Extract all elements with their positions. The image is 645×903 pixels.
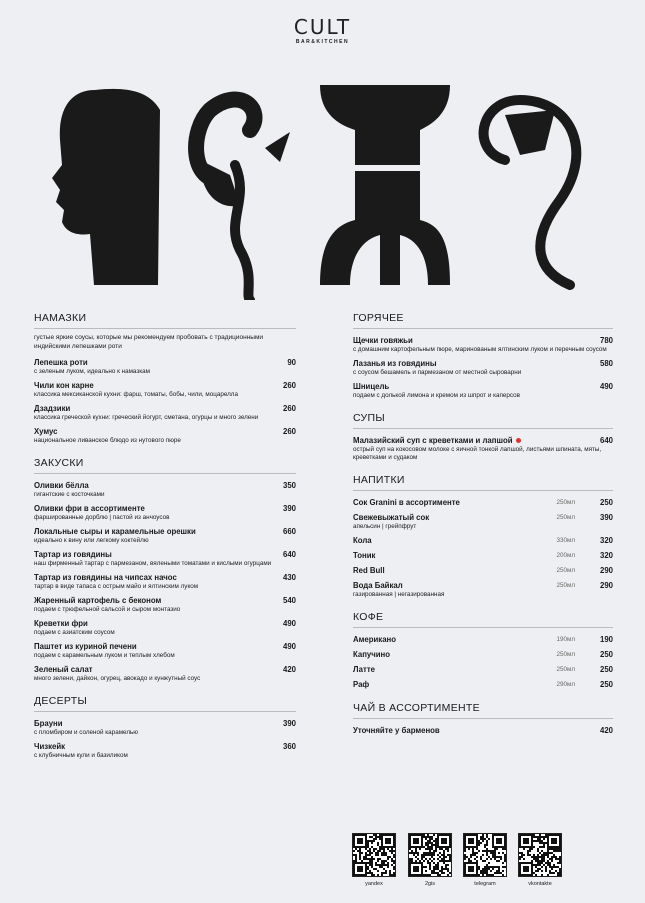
qr-item[interactable] bbox=[407, 833, 453, 887]
menu-item bbox=[353, 335, 613, 354]
item-name: Локальные сыры и карамельные орешки bbox=[34, 527, 196, 536]
menu-item bbox=[353, 725, 613, 736]
item-name: Зеленый салат bbox=[34, 665, 93, 674]
item-description: классика мексиканской кухни: фарш, томаты, бобы, чили, моцарелла bbox=[34, 391, 238, 398]
menu-item bbox=[353, 435, 613, 462]
item-name: Оливки фри в ассортименте bbox=[34, 504, 145, 513]
item-price: 250 bbox=[599, 650, 613, 659]
column-figure bbox=[320, 85, 450, 285]
item-description: гигантские с косточками bbox=[34, 491, 105, 498]
menu-item bbox=[353, 497, 613, 508]
item-price: 250 bbox=[599, 680, 613, 689]
logo bbox=[0, 16, 645, 46]
item-price: 640 bbox=[599, 436, 613, 445]
menu-item-row bbox=[34, 526, 296, 537]
menu-item bbox=[353, 580, 613, 599]
item-description: подаем с долькой лимона и кремом из шпрот и каперсов bbox=[353, 392, 520, 399]
item-volume: 250мл bbox=[556, 582, 575, 589]
item-volume: 330мл bbox=[556, 537, 575, 544]
item-price: 540 bbox=[282, 596, 296, 605]
item-name: Свежевыжатый сок bbox=[353, 513, 430, 522]
section-description: густые яркие соусы, которые мы рекомендуем пробовать с традиционными индийскими лепешками роти bbox=[34, 334, 264, 350]
menu-item bbox=[34, 572, 296, 591]
menu-item bbox=[353, 535, 613, 546]
menu-item bbox=[353, 649, 613, 660]
dragon-head bbox=[505, 110, 555, 155]
item-name: Шницель bbox=[353, 382, 390, 391]
item-description: с клубничным кули и базиликом bbox=[34, 752, 128, 759]
qr-code-icon[interactable] bbox=[463, 833, 507, 877]
menu-item bbox=[34, 357, 296, 376]
menu-item-row bbox=[34, 595, 296, 606]
item-price: 290 bbox=[599, 566, 613, 575]
qr-code-icon[interactable] bbox=[352, 833, 396, 877]
qr-label: telegram bbox=[474, 881, 496, 887]
item-description: фаршированные дорблю | пастой из анчоусов bbox=[34, 514, 170, 521]
item-description: наш фирменный тартар с пармезаном, вялеными томатами и кислыми огурцами bbox=[34, 560, 272, 567]
menu-item-row bbox=[353, 435, 613, 446]
menu-item bbox=[34, 426, 296, 445]
item-description: с пломбиром и соленой карамелью bbox=[34, 729, 138, 736]
item-price: 780 bbox=[599, 336, 613, 345]
item-name: Вода Байкал bbox=[353, 581, 403, 590]
item-name: Дзадзики bbox=[34, 404, 71, 413]
menu-section bbox=[34, 695, 296, 760]
menu-item-row bbox=[34, 403, 296, 414]
menu-item bbox=[353, 664, 613, 675]
menu-item bbox=[34, 503, 296, 522]
item-price: 250 bbox=[599, 498, 613, 507]
menu-item-row bbox=[353, 381, 613, 392]
menu-item bbox=[34, 641, 296, 660]
item-price: 190 bbox=[599, 635, 613, 644]
logo-title: CULT bbox=[293, 15, 352, 39]
item-price: 420 bbox=[282, 665, 296, 674]
menu-item-row bbox=[34, 480, 296, 491]
chili-icon bbox=[516, 438, 521, 443]
menu-item-row bbox=[34, 357, 296, 368]
section-title: ГОРЯЧЕЕ bbox=[353, 312, 613, 329]
item-name: Тартар из говядины bbox=[34, 550, 112, 559]
menu-item-row bbox=[34, 572, 296, 583]
menu-item bbox=[353, 679, 613, 690]
item-description: с домашним картофельным пюре, маринованым ялтинским луком и перечным соусом bbox=[353, 346, 607, 353]
menu-item bbox=[34, 526, 296, 545]
item-name: Капучино bbox=[353, 650, 391, 659]
menu-item bbox=[34, 618, 296, 637]
menu-item bbox=[34, 380, 296, 399]
menu-section bbox=[353, 611, 613, 690]
menu-item bbox=[353, 634, 613, 645]
left-column bbox=[34, 312, 296, 772]
item-name: Жаренный картофель с беконом bbox=[34, 596, 162, 605]
menu-item-row bbox=[34, 741, 296, 752]
item-volume: 250мл bbox=[556, 567, 575, 574]
item-price: 390 bbox=[282, 504, 296, 513]
item-name: Раф bbox=[353, 680, 370, 689]
decorative-artwork bbox=[50, 70, 595, 300]
section-title: НАПИТКИ bbox=[353, 474, 613, 491]
item-price: 640 bbox=[282, 550, 296, 559]
item-name: Американо bbox=[353, 635, 397, 644]
menu-item-row bbox=[353, 358, 613, 369]
item-price: 390 bbox=[599, 513, 613, 522]
menu-item bbox=[353, 550, 613, 561]
item-price: 320 bbox=[599, 551, 613, 560]
menu-item-row bbox=[34, 549, 296, 560]
item-description: подаем с карамельным луком и теплым хлебом bbox=[34, 652, 175, 659]
item-price: 390 bbox=[282, 719, 296, 728]
qr-code-icon[interactable] bbox=[518, 833, 562, 877]
item-price: 490 bbox=[282, 642, 296, 651]
qr-code-icon[interactable] bbox=[408, 833, 452, 877]
item-price: 90 bbox=[287, 358, 296, 367]
item-price: 660 bbox=[282, 527, 296, 536]
section-title: НАМАЗКИ bbox=[34, 312, 296, 329]
item-price: 250 bbox=[599, 665, 613, 674]
swirl-horn bbox=[265, 132, 290, 162]
item-name: Брауни bbox=[34, 719, 63, 728]
swirl-stem bbox=[235, 165, 250, 300]
right-column bbox=[353, 312, 613, 748]
menu-section bbox=[353, 474, 613, 599]
item-price: 260 bbox=[282, 404, 296, 413]
item-name: Хумус bbox=[34, 427, 58, 436]
item-name: Оливки бёлла bbox=[34, 481, 89, 490]
item-volume: 250мл bbox=[556, 651, 575, 658]
item-volume: 250мл bbox=[556, 499, 575, 506]
item-volume: 290мл bbox=[556, 681, 575, 688]
qr-item[interactable] bbox=[462, 833, 508, 887]
menu-item-row bbox=[34, 618, 296, 629]
qr-item[interactable] bbox=[517, 833, 563, 887]
item-name: Малазийский суп с креветками и лапшой bbox=[353, 436, 513, 445]
item-description: тартар в виде тапаса с острым майо и ялтинским луком bbox=[34, 583, 199, 590]
section-title: КОФЕ bbox=[353, 611, 613, 628]
menu-item bbox=[34, 480, 296, 499]
item-description: острый суп на кокосовом молоке с яичной тонкой лапшой, листьями шпината, мяты, креветками и судаком bbox=[353, 446, 602, 461]
item-description: подаем с трюфельной сальсой и сыром монтазио bbox=[34, 606, 181, 613]
section-title: СУПЫ bbox=[353, 412, 613, 429]
item-price: 260 bbox=[282, 427, 296, 436]
menu-item-row bbox=[34, 503, 296, 514]
item-price: 490 bbox=[599, 382, 613, 391]
section-title: ЗАКУСКИ bbox=[34, 457, 296, 474]
menu-item-row bbox=[34, 664, 296, 675]
item-price: 430 bbox=[282, 573, 296, 582]
section-title: ДЕСЕРТЫ bbox=[34, 695, 296, 712]
menu-item bbox=[34, 403, 296, 422]
menu-item bbox=[353, 565, 613, 576]
item-description: с зеленым луком, идеально к намазкам bbox=[34, 368, 150, 375]
item-description: идеально к вину или легкому коктейлю bbox=[34, 537, 149, 544]
item-price: 290 bbox=[599, 581, 613, 590]
menu-item bbox=[353, 512, 613, 531]
item-volume: 250мл bbox=[556, 666, 575, 673]
item-volume: 250мл bbox=[556, 514, 575, 521]
menu-item-row bbox=[353, 725, 613, 736]
qr-label: vkontakte bbox=[528, 881, 552, 887]
menu-section bbox=[353, 312, 613, 400]
item-description: подаем с азиатским соусом bbox=[34, 629, 115, 636]
menu-item-row bbox=[34, 641, 296, 652]
item-price: 490 bbox=[282, 619, 296, 628]
menu-item-row bbox=[353, 335, 613, 346]
qr-label: yandex bbox=[365, 881, 383, 887]
face-silhouette bbox=[52, 89, 160, 285]
item-name: Чизкейк bbox=[34, 742, 66, 751]
item-name: Щечки говяжьи bbox=[353, 336, 413, 345]
item-description: с соусом бешамель и пармезаном от местной сыроварни bbox=[353, 369, 522, 376]
item-description: газированная | негазированная bbox=[353, 591, 445, 598]
item-name: Креветки фри bbox=[34, 619, 88, 628]
item-price: 420 bbox=[599, 726, 613, 735]
item-description: классика греческой кухни: греческий йогурт, сметана, огурцы и много зелени bbox=[34, 414, 259, 421]
item-price: 350 bbox=[282, 481, 296, 490]
menu-item bbox=[353, 381, 613, 400]
item-name: Тоник bbox=[353, 551, 376, 560]
item-price: 320 bbox=[599, 536, 613, 545]
item-description: апельсин | грейпфрут bbox=[353, 523, 417, 530]
item-name: Лазанья из говядины bbox=[353, 359, 437, 368]
qr-label: 2gis bbox=[424, 881, 436, 887]
item-name: Лепешка роти bbox=[34, 358, 88, 367]
item-name: Сок Granini в ассортименте bbox=[353, 498, 460, 507]
item-name: Латте bbox=[353, 665, 375, 674]
menu-section bbox=[353, 702, 613, 736]
qr-item[interactable] bbox=[351, 833, 397, 887]
menu-item bbox=[34, 595, 296, 614]
item-price: 580 bbox=[599, 359, 613, 368]
menu-item bbox=[353, 358, 613, 377]
item-description: национальное ливанское блюдо из нутового пюре bbox=[34, 437, 181, 444]
menu-item bbox=[34, 664, 296, 683]
item-name: Тартар из говядины на чипсах начос bbox=[34, 573, 177, 582]
item-description: много зелени, дайкон, огурец, авокадо и кунжутный соус bbox=[34, 675, 201, 682]
menu-section bbox=[34, 457, 296, 683]
item-volume: 200мл bbox=[556, 552, 575, 559]
logo-subtitle: BAR&KITCHEN bbox=[295, 39, 350, 45]
menu-item bbox=[34, 718, 296, 737]
section-title: ЧАЙ В АССОРТИМЕНТЕ bbox=[353, 702, 613, 719]
menu-item-row bbox=[34, 380, 296, 391]
item-name: Red Bull bbox=[353, 566, 385, 575]
menu-item bbox=[34, 549, 296, 568]
item-price: 260 bbox=[282, 381, 296, 390]
item-name: Кола bbox=[353, 536, 372, 545]
column-stripe bbox=[340, 165, 430, 171]
menu-item-row bbox=[34, 426, 296, 437]
item-name: Чили кон карне bbox=[34, 381, 94, 390]
menu-section bbox=[353, 412, 613, 462]
item-name: Уточняйте у барменов bbox=[353, 726, 440, 735]
menu-item-row bbox=[34, 718, 296, 729]
menu-item bbox=[34, 741, 296, 760]
item-name: Паштет из куриной печени bbox=[34, 642, 137, 651]
item-volume: 190мл bbox=[556, 636, 575, 643]
item-price: 360 bbox=[282, 742, 296, 751]
menu-section bbox=[34, 312, 296, 445]
